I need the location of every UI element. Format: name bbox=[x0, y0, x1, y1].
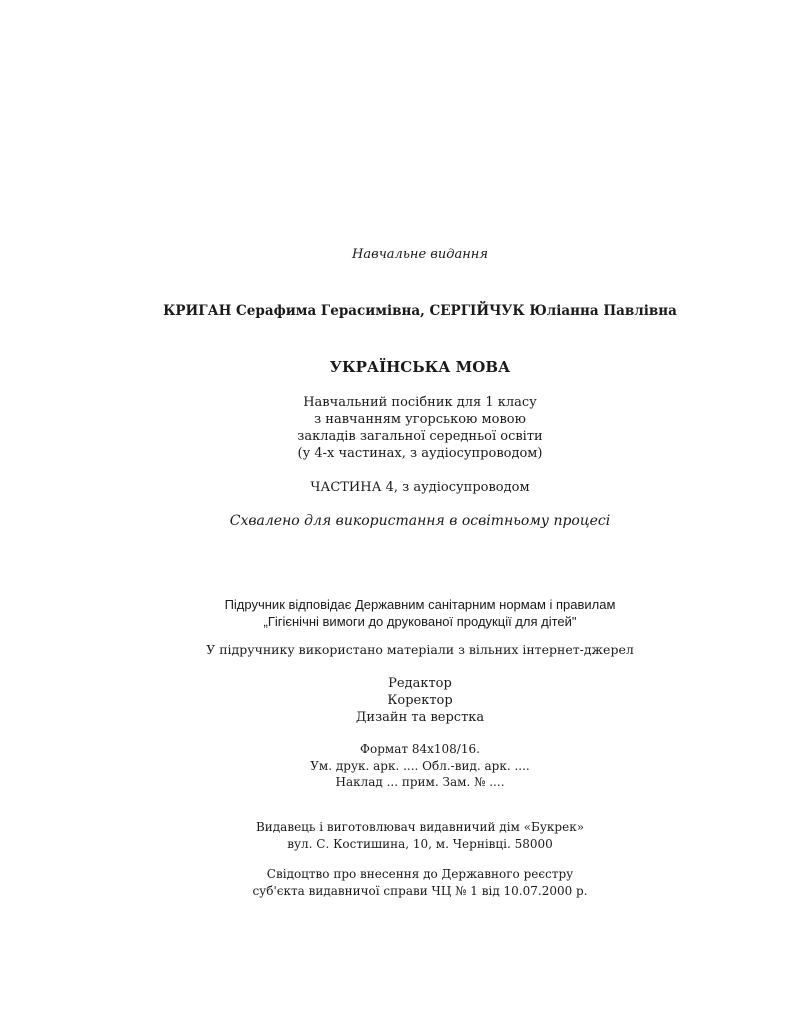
authors: КРИГАН Серафима Герасимівна, СЕРГІЙЧУК Юліанна Павлівна bbox=[163, 303, 677, 319]
book-part: ЧАСТИНА 4, з аудіосупроводом bbox=[310, 480, 530, 495]
print-detail-line: Ум. друк. арк. .... Обл.-вид. арк. .... bbox=[310, 758, 530, 773]
publisher-line: Видавець і виготовлювач видавничий дім «Букрек» bbox=[255, 820, 585, 834]
print-detail-line: Формат 84х108/16. bbox=[360, 742, 480, 756]
publisher-info bbox=[0, 819, 800, 852]
description-line: з навчанням угорською мовою bbox=[314, 412, 526, 427]
print-detail-line: Наклад ... прим. Зам. № .... bbox=[335, 775, 505, 789]
certificate-line: суб'єкта видавничої справи ЧЦ № 1 від 10.07.2000 р. bbox=[252, 883, 588, 898]
materials-note: У підручнику використано матеріали з вільних інтернет-джерел bbox=[206, 642, 634, 657]
sanitary-line: Підручник відповідає Державним санітарним нормам і правилам bbox=[224, 597, 616, 612]
staff-role: Коректор bbox=[387, 693, 453, 708]
book-title: УКРАЇНСЬКА МОВА bbox=[329, 358, 511, 376]
description-line: (у 4-х частинах, з аудіосупроводом) bbox=[297, 446, 543, 461]
book-description bbox=[0, 394, 800, 462]
print-details bbox=[0, 741, 800, 791]
publisher-line: вул. С. Костишина, 10, м. Чернівці. 58000 bbox=[287, 836, 553, 851]
description-line: закладів загальної середньої освіти bbox=[297, 429, 543, 444]
sanitary-line: „Гігієнічні вимоги до друкованої продукції для дітей" bbox=[263, 614, 577, 629]
staff-list bbox=[0, 675, 800, 726]
staff-role: Дизайн та верстка bbox=[355, 710, 485, 725]
approval-note: Схвалено для використання в освітньому процесі bbox=[229, 513, 611, 529]
certificate-line: Свідоцтво про внесення до Державного реєстру bbox=[266, 867, 574, 881]
edition-type: Навчальне видання bbox=[352, 247, 488, 262]
description-line: Навчальний посібник для 1 класу bbox=[303, 395, 537, 410]
registry-certificate bbox=[0, 866, 800, 899]
staff-role: Редактор bbox=[388, 676, 452, 691]
sanitary-note bbox=[0, 596, 800, 630]
